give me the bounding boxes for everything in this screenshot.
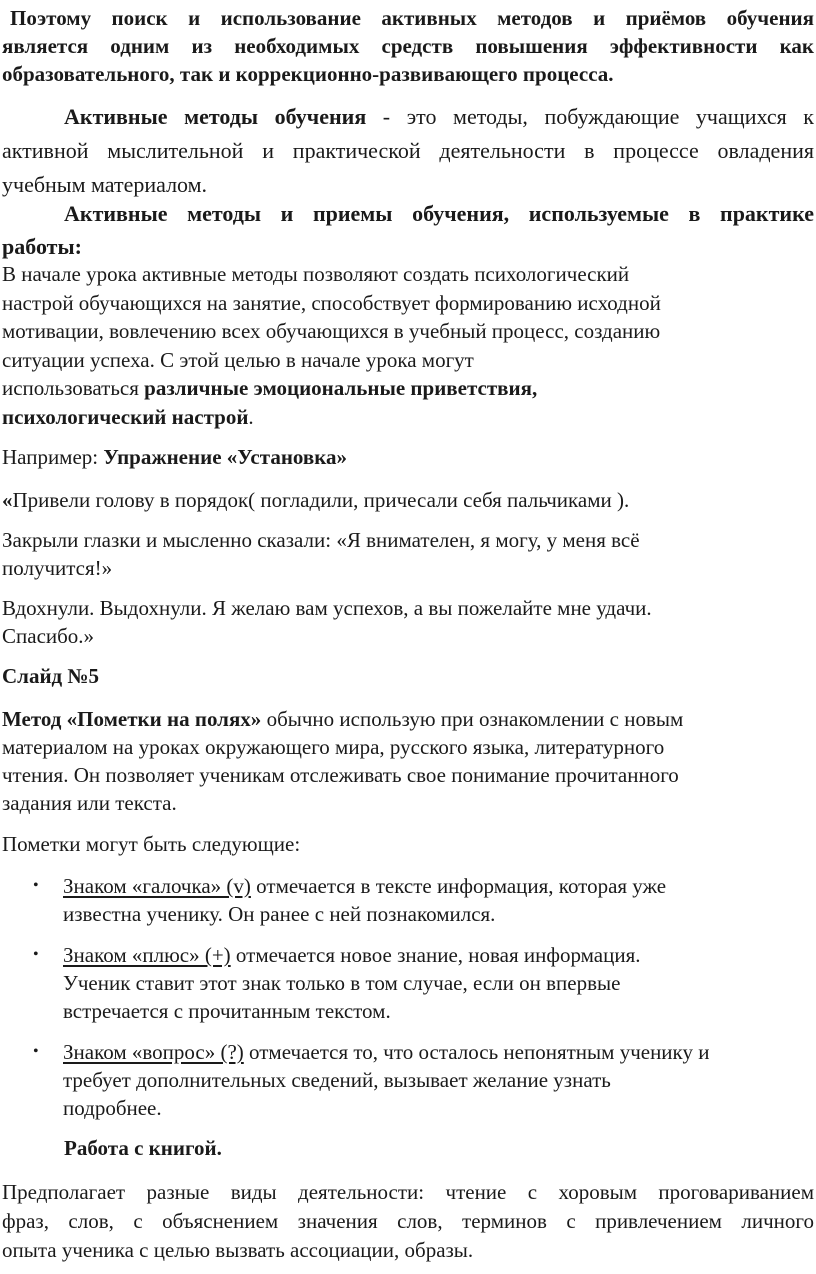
margin-notes-line-2: материалом на уроках окружающего мира, русского языка, литературного <box>2 735 665 759</box>
mark-text: отмечается в тексте информация, которая уже <box>250 874 667 898</box>
intro-line-3: образовательного, так и коррекционно-развивающего процесса. <box>2 62 614 86</box>
intro-line-1: Поэтому поиск и использование активных методов и приёмов обучения <box>10 6 814 30</box>
mark-line: Ученик ставит этот знак только в том случае, если он впервые <box>63 971 621 995</box>
book-work-line-3: опыта ученика с целью вызвать ассоциации, образы. <box>2 1238 474 1262</box>
example-prefix: Например: <box>2 445 104 469</box>
lesson-start-line-6-end: . <box>248 404 254 429</box>
exercise-p3 <box>2 594 814 650</box>
marks-intro: Пометки могут быть следующие: <box>2 832 301 856</box>
exercise-p2 <box>2 526 814 582</box>
example-title: Упражнение «Установка» <box>103 445 348 469</box>
marks-list <box>0 941 816 1025</box>
mark-sign: Знаком «галочка» (v) <box>63 874 251 898</box>
intro-paragraph <box>2 4 814 88</box>
bullet-icon: • <box>33 1043 39 1060</box>
margin-notes-line-4: задания или текста. <box>2 791 177 815</box>
margin-notes-title: Метод «Пометки на полях» <box>2 707 262 731</box>
mark-line: известна ученику. Он ранее с ней познакомился. <box>63 902 496 926</box>
mark-sign: Знаком «вопрос» (?) <box>63 1040 244 1064</box>
psychological-mood: психологический настрой <box>2 404 249 429</box>
lesson-start-line-4: ситуации успеха. С этой целью в начале урока могут <box>2 347 474 372</box>
mark-text: отмечается новое знание, новая информация. <box>230 943 641 967</box>
mark-line: требует дополнительных сведений, вызывает желание узнать <box>63 1068 611 1092</box>
definition-line-1 <box>2 100 814 134</box>
practice-heading-line-1: Активные методы и приемы обучения, используемые в практике <box>64 201 814 226</box>
lesson-start-line-3: мотивации, вовлечению всех обучающихся в учебный процесс, созданию <box>2 319 661 343</box>
list-item <box>0 941 813 1025</box>
book-work-title: Работа с книгой. <box>64 1136 222 1160</box>
intro-line-2: является одним из необходимых средств повышения эффективности как <box>2 34 814 58</box>
exercise-quote-open: « <box>2 488 13 512</box>
exercise-p3-line-2: Спасибо.» <box>2 624 95 648</box>
book-work-line-1: Предполагает разные виды деятельности: чтение с хоровым проговариванием <box>2 1180 814 1204</box>
definition-line-3: учебным материалом. <box>2 172 208 197</box>
mark-sign: Знаком «плюс» (+) <box>63 943 231 967</box>
lesson-start-line-5 <box>2 374 814 403</box>
margin-notes-paragraph <box>2 705 814 817</box>
margin-notes-line-3: чтения. Он позволяет ученикам отслеживать свое понимание прочитанного <box>2 763 679 787</box>
mark-line: подробнее. <box>63 1096 162 1120</box>
lesson-start-line-1: В начале урока активные методы позволяют создать психологический <box>2 262 630 286</box>
definition-line-2: активной мыслительной и практической деятельности в процессе овладения <box>2 138 814 163</box>
marks-list <box>0 1038 816 1122</box>
margin-notes-line-1 <box>2 705 814 733</box>
book-work-line-2: фраз, слов, с объяснением значения слов, терминов с привлечением личного <box>2 1209 814 1233</box>
definition-term: Активные методы обучения <box>64 104 367 129</box>
emotional-greetings: различные эмоциональные приветствия, <box>144 376 538 400</box>
mark-line: встречается с прочитанным текстом. <box>63 999 391 1023</box>
example-line <box>2 443 814 471</box>
list-item <box>0 1038 813 1122</box>
exercise-p1 <box>2 486 814 514</box>
list-item <box>0 872 813 928</box>
definition-text: - это методы, побуждающие учащихся к <box>366 104 814 129</box>
slide-label: Слайд №5 <box>2 664 100 688</box>
marks-list <box>0 872 816 928</box>
margin-notes-line-1-rest: обычно использую при ознакомлении с новым <box>261 707 684 731</box>
mark-text: отмечается то, что осталось непонятным ученику и <box>243 1040 710 1064</box>
lesson-start-line-2: настрой обучающихся на занятие, способствует формированию исходной <box>2 290 661 315</box>
practice-heading <box>2 197 814 263</box>
lesson-start-line-5-text: использоваться <box>2 376 145 400</box>
lesson-start-line-6 <box>2 403 814 432</box>
bullet-icon: • <box>33 877 39 894</box>
practice-heading-line-2: работы: <box>2 234 82 259</box>
exercise-p3-line-1: Вдохнули. Выдохнули. Я желаю вам успехов, а вы пожелайте мне удачи. <box>2 596 652 620</box>
exercise-p1-text: Привели голову в порядок( погладили, причесали себя пальчиками ). <box>12 488 630 512</box>
book-work-paragraph <box>2 1178 814 1265</box>
exercise-p2-line-2: получится!» <box>2 556 113 580</box>
lesson-start-paragraph <box>2 260 814 431</box>
exercise-p2-line-1: Закрыли глазки и мысленно сказали: «Я внимателен, я могу, у меня всё <box>2 528 640 552</box>
bullet-icon: • <box>33 946 39 963</box>
definition-paragraph <box>2 100 814 202</box>
